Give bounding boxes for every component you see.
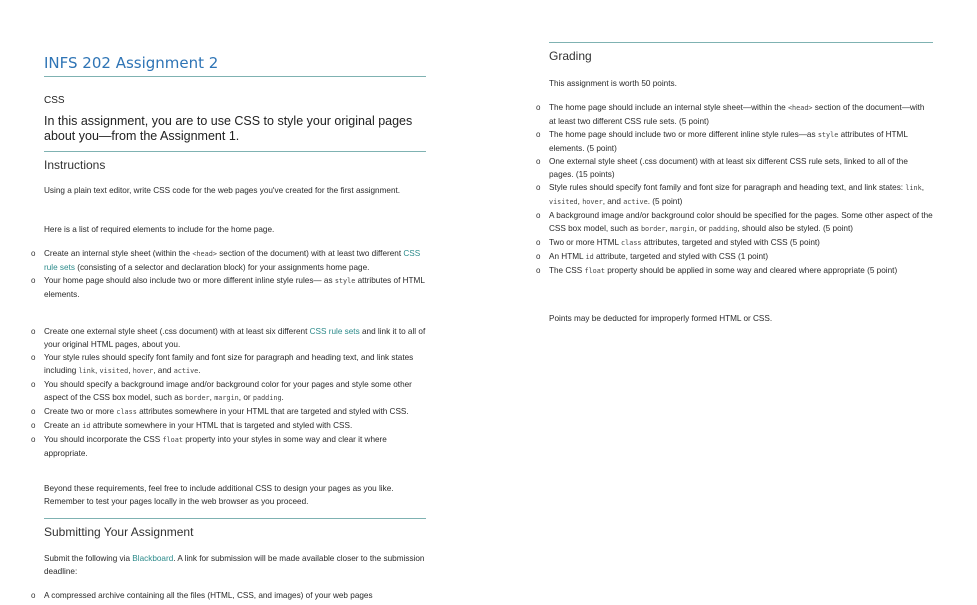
bullet-icon: o bbox=[31, 249, 36, 258]
grading-heading: Grading bbox=[549, 42, 933, 63]
bullet-icon: o bbox=[31, 276, 36, 285]
list-item: o A compressed archive containing all the files (HTML, CSS, and images) of your web pages bbox=[31, 591, 373, 600]
external-requirements-list bbox=[31, 325, 426, 460]
list-item: o An HTML id attribute, targeted and styled with CSS (1 point) bbox=[536, 252, 769, 261]
bullet-icon: o bbox=[536, 103, 541, 112]
css-rule-sets-link[interactable]: CSS rule sets bbox=[309, 327, 360, 336]
list-item: o Your home page should also include two or more different inline style rules— as style attributes of HTML elements. bbox=[31, 276, 425, 299]
list-item: o Style rules should specify font family and font size for paragraph and heading text, and link states: link, visited, hover, and active. (5 point) bbox=[536, 183, 925, 206]
bullet-icon: o bbox=[536, 238, 541, 247]
instructions-paragraph-1: Using a plain text editor, write CSS code for the web pages you've created for the first assignment. bbox=[44, 186, 401, 195]
grading-intro: This assignment is worth 50 points. bbox=[549, 79, 677, 88]
list-item: o One external style sheet (.css document) with at least six different CSS rule sets, linked to all of the pages. (15 points) bbox=[536, 157, 908, 179]
subtitle: CSS bbox=[44, 95, 65, 106]
list-item: o The home page should include two or more different inline style rules—as style attributes of HTML elements. (5 point) bbox=[536, 130, 908, 153]
list-item: o The CSS float property should be applied in some way and cleared where appropriate (5 point) bbox=[536, 266, 898, 275]
list-item: o Create an id attribute somewhere in your HTML that is targeted and styled with CSS. bbox=[31, 421, 353, 430]
bullet-icon: o bbox=[31, 591, 36, 600]
list-item: o A background image and/or background color should be specified for the pages. Some other aspect of the CSS box model, such as border, margin, or padding, should also be styled. (5 point) bbox=[536, 211, 933, 233]
bullet-icon: o bbox=[31, 435, 36, 444]
submit-paragraph: Submit the following via Blackboard. A link for submission will be made available closer to the submission deadline: bbox=[44, 554, 425, 576]
bullet-icon: o bbox=[536, 211, 541, 220]
instructions-paragraph-2: Here is a list of required elements to include for the home page. bbox=[44, 225, 275, 234]
bullet-icon: o bbox=[536, 252, 541, 261]
list-item: o Create two or more class attributes somewhere in your HTML that are targeted and styled with CSS. bbox=[31, 407, 409, 416]
list-item: o You should specify a background image and/or background color for your pages and style some other aspect of the CSS box model, such as border, margin, or padding. bbox=[31, 380, 412, 402]
bullet-icon: o bbox=[31, 380, 36, 389]
blackboard-link[interactable]: Blackboard bbox=[132, 554, 174, 563]
beyond-requirements-paragraph: Beyond these requirements, feel free to include additional CSS to design your pages as you like. Remember to test your pages locally in the web browser as you proceed. bbox=[44, 484, 394, 506]
instructions-heading: Instructions bbox=[44, 151, 426, 172]
bullet-icon: o bbox=[536, 157, 541, 166]
css-rule-sets-link[interactable]: CSS rule sets bbox=[44, 249, 421, 272]
lead-paragraph: In this assignment, you are to use CSS to style your original pages about you—from the Assignment 1. bbox=[44, 114, 413, 143]
grading-list bbox=[536, 101, 933, 278]
list-item: o Your style rules should specify font family and font size for paragraph and heading text, and link states including link, visited, hover, and active. bbox=[31, 353, 414, 375]
bullet-icon: o bbox=[536, 183, 541, 192]
bullet-icon: o bbox=[31, 353, 36, 362]
code-style: style bbox=[334, 277, 356, 285]
home-page-requirements-list bbox=[31, 247, 426, 301]
bullet-icon: o bbox=[31, 327, 36, 336]
bullet-icon: o bbox=[31, 421, 36, 430]
list-item: o The home page should include an internal style sheet—within the <head> section of the document—with at least two different CSS rule sets. (5 point) bbox=[536, 103, 925, 126]
list-item: o Create one external style sheet (.css document) with at least six different CSS rule sets and link it to all of your original HTML pages, about you. bbox=[31, 327, 426, 349]
document-title: INFS 202 Assignment 2 bbox=[44, 54, 426, 77]
list-item: o Two or more HTML class attributes, targeted and styled with CSS (5 point) bbox=[536, 238, 820, 247]
submitting-heading: Submitting Your Assignment bbox=[44, 518, 426, 539]
bullet-icon: o bbox=[536, 266, 541, 275]
submit-list bbox=[31, 589, 426, 602]
code-head: <head> bbox=[192, 250, 217, 258]
bullet-icon: o bbox=[31, 407, 36, 416]
list-item: o You should incorporate the CSS float property into your styles in some way and clear it where appropriate. bbox=[31, 435, 387, 458]
bullet-icon: o bbox=[536, 130, 541, 139]
grading-footer: Points may be deducted for improperly formed HTML or CSS. bbox=[549, 314, 773, 323]
list-item: o Create an internal style sheet (within the <head> section of the document) with at least two different CSS rule sets (consisting of a selector and declaration block) for your assignments home page. bbox=[31, 249, 421, 272]
